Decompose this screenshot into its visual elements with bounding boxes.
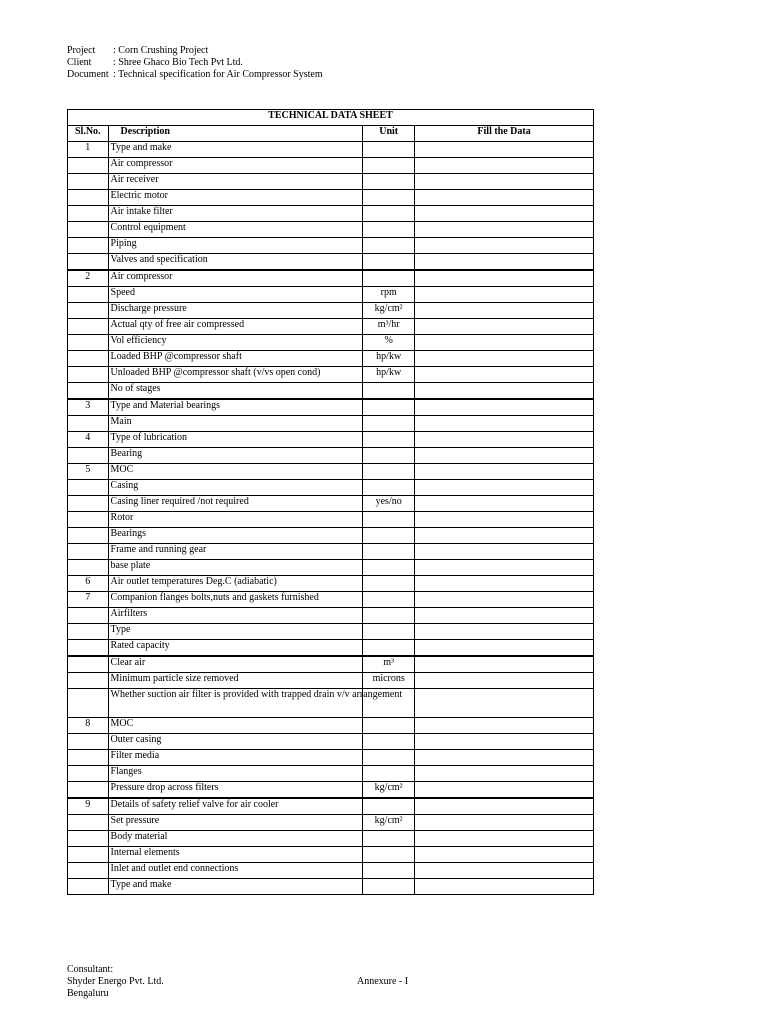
slno-cell: 7 [68, 592, 109, 608]
fill-data-cell[interactable] [415, 270, 594, 287]
description-cell: Inlet and outlet end connections [108, 863, 363, 879]
slno-cell [68, 750, 109, 766]
slno-cell [68, 640, 109, 657]
document-label: Document [67, 69, 109, 80]
fill-data-cell[interactable] [415, 608, 594, 624]
document-header [67, 45, 323, 81]
description-cell: Bearings [108, 528, 363, 544]
unit-cell [363, 831, 415, 847]
slno-cell [68, 656, 109, 673]
fill-data-cell[interactable] [415, 335, 594, 351]
sheet-body [68, 142, 594, 895]
table-row [68, 528, 594, 544]
description-cell: Casing [108, 480, 363, 496]
table-row [68, 206, 594, 222]
description-cell: Vol efficiency [108, 335, 363, 351]
slno-cell [68, 831, 109, 847]
slno-cell [68, 560, 109, 576]
table-row [68, 432, 594, 448]
description-cell: Whether suction air filter is provided with trapped drain v/v arrangement [108, 689, 363, 718]
slno-cell [68, 815, 109, 831]
fill-data-cell[interactable] [415, 689, 594, 718]
table-row [68, 879, 594, 895]
fill-data-cell[interactable] [415, 815, 594, 831]
table-row [68, 847, 594, 863]
unit-cell [363, 766, 415, 782]
description-cell: Main [108, 416, 363, 432]
table-row [68, 174, 594, 190]
slno-cell [68, 734, 109, 750]
description-cell: Electric motor [108, 190, 363, 206]
table-row [68, 512, 594, 528]
table-row [68, 287, 594, 303]
unit-cell [363, 528, 415, 544]
slno-cell: 4 [68, 432, 109, 448]
fill-data-cell[interactable] [415, 319, 594, 335]
description-cell: Speed [108, 287, 363, 303]
project-value: : Corn Crushing Project [113, 45, 209, 56]
fill-data-cell[interactable] [415, 416, 594, 432]
unit-cell [363, 512, 415, 528]
table-row [68, 222, 594, 238]
slno-cell [68, 319, 109, 335]
description-cell: Set pressure [108, 815, 363, 831]
fill-data-cell[interactable] [415, 142, 594, 158]
unit-cell [363, 592, 415, 608]
unit-cell [363, 174, 415, 190]
unit-cell [363, 608, 415, 624]
description-cell: Unloaded BHP @compressor shaft (v/vs open cond) [108, 367, 363, 383]
unit-cell [363, 879, 415, 895]
table-row [68, 303, 594, 319]
unit-cell [363, 416, 415, 432]
table-row [68, 190, 594, 206]
description-cell: base plate [108, 560, 363, 576]
unit-cell: hp/kw [363, 351, 415, 367]
table-row [68, 480, 594, 496]
slno-cell [68, 673, 109, 689]
description-cell: Minimum particle size removed [108, 673, 363, 689]
fill-data-cell[interactable] [415, 222, 594, 238]
unit-cell [363, 624, 415, 640]
fill-data-cell[interactable] [415, 734, 594, 750]
description-cell: Air outlet temperatures Deg.C (adiabatic) [108, 576, 363, 592]
slno-cell [68, 287, 109, 303]
table-row [68, 798, 594, 815]
description-cell: No of stages [108, 383, 363, 400]
consultant-city: Bengaluru [67, 988, 109, 999]
slno-cell [68, 847, 109, 863]
slno-cell [68, 782, 109, 799]
consultant-block [67, 964, 164, 1000]
table-row [68, 270, 594, 287]
description-cell: Clear air [108, 656, 363, 673]
unit-cell [363, 399, 415, 416]
slno-cell [68, 448, 109, 464]
table-row [68, 815, 594, 831]
description-cell: Filter media [108, 750, 363, 766]
unit-cell [363, 480, 415, 496]
unit-cell [363, 206, 415, 222]
table-row [68, 560, 594, 576]
fill-data-cell[interactable] [415, 512, 594, 528]
column-header-description: Description [108, 126, 363, 142]
description-cell: Type and make [108, 142, 363, 158]
table-row [68, 319, 594, 335]
column-header-fill-data: Fill the Data [415, 126, 594, 142]
fill-data-cell[interactable] [415, 656, 594, 673]
table-row [68, 576, 594, 592]
slno-cell: 5 [68, 464, 109, 480]
description-cell: Internal elements [108, 847, 363, 863]
unit-cell: m³ [363, 656, 415, 673]
unit-cell [363, 270, 415, 287]
table-row [68, 142, 594, 158]
table-row [68, 496, 594, 512]
table-row [68, 592, 594, 608]
client-line [67, 57, 323, 69]
fill-data-cell[interactable] [415, 560, 594, 576]
description-cell: Actual qty of free air compressed [108, 319, 363, 335]
table-row [68, 254, 594, 271]
unit-cell [363, 158, 415, 174]
fill-data-cell[interactable] [415, 383, 594, 400]
slno-cell [68, 158, 109, 174]
slno-cell [68, 383, 109, 400]
table-row [68, 831, 594, 847]
unit-cell [363, 798, 415, 815]
description-cell: Bearing [108, 448, 363, 464]
unit-cell [363, 847, 415, 863]
slno-cell [68, 544, 109, 560]
fill-data-cell[interactable] [415, 879, 594, 895]
unit-cell: kg/cm² [363, 815, 415, 831]
fill-data-cell[interactable] [415, 206, 594, 222]
slno-cell [68, 689, 109, 718]
fill-data-cell[interactable] [415, 367, 594, 383]
table-row [68, 863, 594, 879]
description-cell: Companion flanges bolts,nuts and gaskets furnished [108, 592, 363, 608]
slno-cell [68, 496, 109, 512]
fill-data-cell[interactable] [415, 624, 594, 640]
unit-cell [363, 576, 415, 592]
project-line [67, 45, 323, 57]
slno-cell [68, 879, 109, 895]
table-row [68, 416, 594, 432]
fill-data-cell[interactable] [415, 798, 594, 815]
unit-cell: yes/no [363, 496, 415, 512]
fill-data-cell[interactable] [415, 448, 594, 464]
fill-data-cell[interactable] [415, 287, 594, 303]
fill-data-cell[interactable] [415, 190, 594, 206]
document-value: : Technical specification for Air Compressor System [113, 69, 323, 80]
table-row [68, 158, 594, 174]
description-cell: Air receiver [108, 174, 363, 190]
description-cell: Rated capacity [108, 640, 363, 657]
unit-cell [363, 190, 415, 206]
table-row [68, 640, 594, 657]
fill-data-cell[interactable] [415, 750, 594, 766]
slno-cell [68, 863, 109, 879]
description-cell: MOC [108, 718, 363, 734]
unit-cell [363, 383, 415, 400]
description-cell: Valves and specification [108, 254, 363, 271]
description-cell: Details of safety relief valve for air cooler [108, 798, 363, 815]
unit-cell [363, 544, 415, 560]
project-label: Project [67, 45, 96, 56]
unit-cell: kg/cm² [363, 303, 415, 319]
slno-cell [68, 480, 109, 496]
description-cell: MOC [108, 464, 363, 480]
description-cell: Flanges [108, 766, 363, 782]
description-cell: Air compressor [108, 158, 363, 174]
table-row [68, 750, 594, 766]
description-cell: Type and make [108, 879, 363, 895]
fill-data-cell[interactable] [415, 847, 594, 863]
unit-cell [363, 734, 415, 750]
slno-cell [68, 351, 109, 367]
table-row [68, 766, 594, 782]
unit-cell [363, 750, 415, 766]
slno-cell [68, 512, 109, 528]
unit-cell [363, 560, 415, 576]
slno-cell: 6 [68, 576, 109, 592]
fill-data-cell[interactable] [415, 576, 594, 592]
unit-cell [363, 464, 415, 480]
description-cell: Airfilters [108, 608, 363, 624]
description-cell: Outer casing [108, 734, 363, 750]
slno-cell [68, 624, 109, 640]
fill-data-cell[interactable] [415, 544, 594, 560]
slno-cell: 8 [68, 718, 109, 734]
slno-cell [68, 206, 109, 222]
slno-cell [68, 608, 109, 624]
unit-cell [363, 222, 415, 238]
fill-data-cell[interactable] [415, 496, 594, 512]
description-cell: Air intake filter [108, 206, 363, 222]
client-value: : Shree Ghaco Bio Tech Pvt Ltd. [113, 57, 243, 68]
table-row [68, 734, 594, 750]
unit-cell: microns [363, 673, 415, 689]
fill-data-cell[interactable] [415, 351, 594, 367]
table-row [68, 689, 594, 718]
description-cell: Loaded BHP @compressor shaft [108, 351, 363, 367]
slno-cell: 9 [68, 798, 109, 815]
description-cell: Type and Material bearings [108, 399, 363, 416]
unit-cell [363, 254, 415, 271]
unit-cell: kg/cm² [363, 782, 415, 799]
fill-data-cell[interactable] [415, 640, 594, 657]
description-cell: Body material [108, 831, 363, 847]
technical-data-sheet [67, 109, 594, 895]
description-cell: Control equipment [108, 222, 363, 238]
unit-cell [363, 863, 415, 879]
slno-cell [68, 766, 109, 782]
description-cell: Type of lubrication [108, 432, 363, 448]
slno-cell [68, 303, 109, 319]
slno-cell [68, 416, 109, 432]
table-row [68, 673, 594, 689]
slno-cell [68, 190, 109, 206]
column-header-slno: Sl.No. [68, 126, 109, 142]
slno-cell [68, 222, 109, 238]
annexure-label: Annexure - I [357, 976, 409, 987]
consultant-label: Consultant: [67, 964, 114, 975]
slno-cell: 3 [68, 399, 109, 416]
description-cell: Casing liner required /not required [108, 496, 363, 512]
slno-cell [68, 335, 109, 351]
table-row [68, 464, 594, 480]
unit-cell [363, 448, 415, 464]
table-row [68, 544, 594, 560]
column-header-unit: Unit [363, 126, 415, 142]
table-row [68, 624, 594, 640]
unit-cell [363, 718, 415, 734]
table-row [68, 782, 594, 799]
slno-cell [68, 238, 109, 254]
fill-data-cell[interactable] [415, 158, 594, 174]
slno-cell: 1 [68, 142, 109, 158]
table-row [68, 335, 594, 351]
description-cell: Discharge pressure [108, 303, 363, 319]
slno-cell [68, 367, 109, 383]
table-row [68, 656, 594, 673]
description-cell: Piping [108, 238, 363, 254]
fill-data-cell[interactable] [415, 528, 594, 544]
unit-cell [363, 142, 415, 158]
sheet-title: TECHNICAL DATA SHEET [68, 110, 594, 126]
unit-cell [363, 238, 415, 254]
fill-data-cell[interactable] [415, 718, 594, 734]
table-row [68, 351, 594, 367]
fill-data-cell[interactable] [415, 863, 594, 879]
table-row [68, 383, 594, 400]
table-row [68, 718, 594, 734]
description-cell: Frame and running gear [108, 544, 363, 560]
fill-data-cell[interactable] [415, 766, 594, 782]
fill-data-cell[interactable] [415, 673, 594, 689]
description-cell: Air compressor [108, 270, 363, 287]
client-label: Client [67, 57, 92, 68]
unit-cell: rpm [363, 287, 415, 303]
unit-cell [363, 432, 415, 448]
slno-cell: 2 [68, 270, 109, 287]
fill-data-cell[interactable] [415, 480, 594, 496]
description-cell: Type [108, 624, 363, 640]
document-line [67, 69, 323, 81]
slno-cell [68, 254, 109, 271]
description-cell: Rotor [108, 512, 363, 528]
fill-data-cell[interactable] [415, 303, 594, 319]
fill-data-cell[interactable] [415, 254, 594, 271]
fill-data-cell[interactable] [415, 432, 594, 448]
description-cell: Pressure drop across filters [108, 782, 363, 799]
fill-data-cell[interactable] [415, 399, 594, 416]
slno-cell [68, 528, 109, 544]
fill-data-cell[interactable] [415, 592, 594, 608]
unit-cell: m³/hr [363, 319, 415, 335]
fill-data-cell[interactable] [415, 464, 594, 480]
table-row [68, 608, 594, 624]
consultant-company: Shyder Energo Pvt. Ltd. [67, 976, 164, 987]
fill-data-cell[interactable] [415, 238, 594, 254]
table-row [68, 367, 594, 383]
table-row [68, 399, 594, 416]
fill-data-cell[interactable] [415, 174, 594, 190]
unit-cell [363, 640, 415, 657]
slno-cell [68, 174, 109, 190]
table-row [68, 238, 594, 254]
fill-data-cell[interactable] [415, 782, 594, 799]
table-row [68, 448, 594, 464]
unit-cell: hp/kw [363, 367, 415, 383]
fill-data-cell[interactable] [415, 831, 594, 847]
unit-cell: % [363, 335, 415, 351]
